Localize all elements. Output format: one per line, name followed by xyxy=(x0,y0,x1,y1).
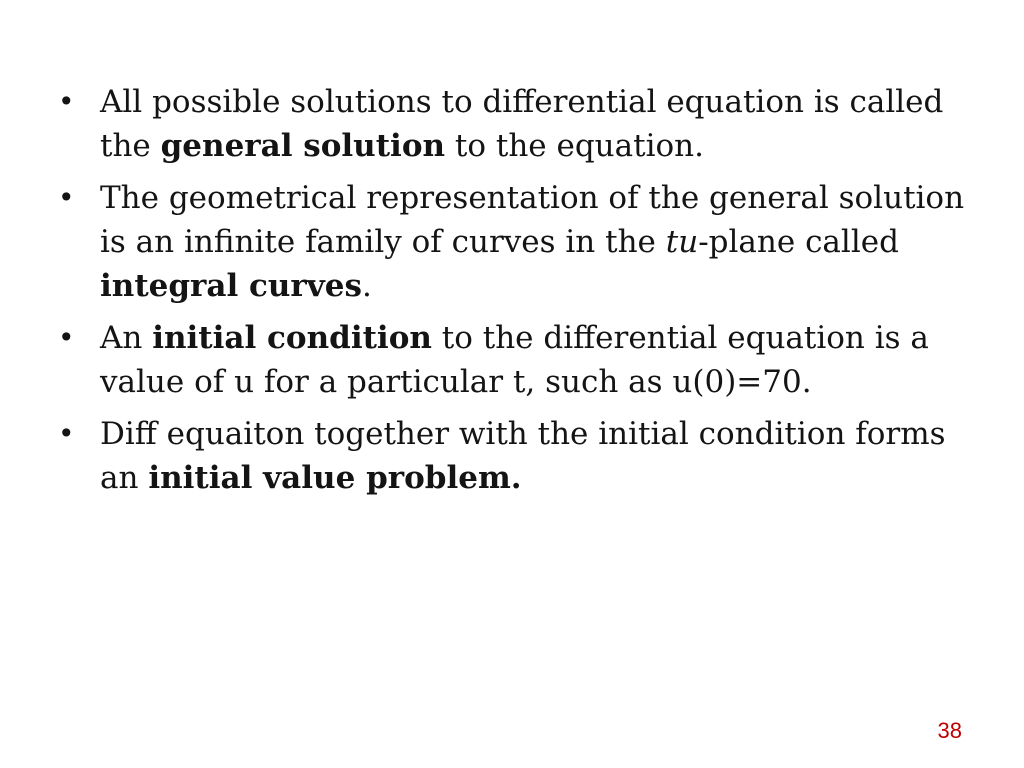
text-segment: . xyxy=(361,268,372,304)
bullet-item xyxy=(56,316,986,404)
bullet-text xyxy=(100,84,943,164)
bullet-dot-icon: • xyxy=(58,85,75,118)
term-initial-value-problem: initial value problem. xyxy=(148,460,522,496)
bullet-dot-icon: • xyxy=(58,181,75,214)
text-segment: The geometrical representation of the general solution is an infinite family of curves in the xyxy=(100,180,965,260)
text-segment: to the differential equation is a value of u for a particular t, such as u(0)=70. xyxy=(100,320,929,400)
text-segment: An xyxy=(100,320,153,356)
bullet-text xyxy=(100,320,929,400)
bullet-dot-icon: • xyxy=(58,417,75,450)
text-segment: -plane called xyxy=(698,224,899,260)
italic-tu: tu xyxy=(665,224,699,260)
page-number: 38 xyxy=(937,718,962,743)
term-integral-curves: integral curves xyxy=(100,268,362,304)
bullet-item xyxy=(56,412,986,500)
bullet-text xyxy=(100,416,946,496)
bullet-item xyxy=(56,176,986,308)
text-segment: All possible solutions to differential equation is called the xyxy=(100,84,944,164)
bullet-item xyxy=(56,80,986,168)
bullet-dot-icon: • xyxy=(58,321,75,354)
bullet-text xyxy=(100,180,964,304)
term-initial-condition: initial condition xyxy=(152,320,432,356)
term-general-solution: general solution xyxy=(160,128,446,164)
text-segment: to the equation. xyxy=(445,128,704,164)
text-segment: Diff equaiton together with the initial condition forms an xyxy=(100,416,946,496)
bullet-list xyxy=(56,80,986,508)
